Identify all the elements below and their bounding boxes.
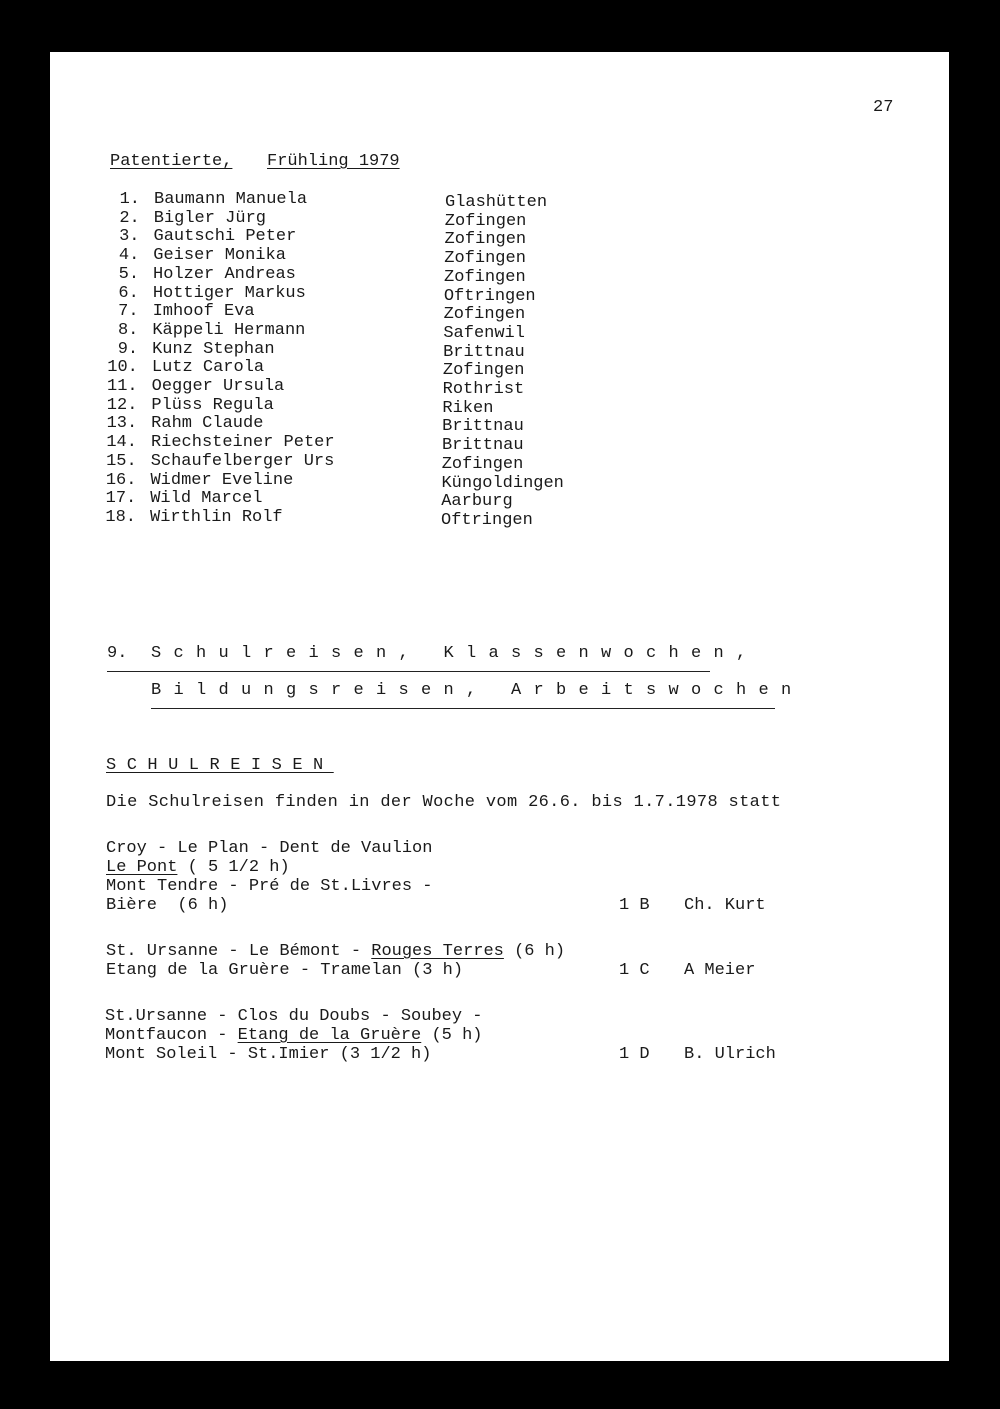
patent-list-name: Gautschi Peter <box>153 227 297 247</box>
section-title-rule-2 <box>151 708 775 709</box>
patent-list-number: 16. <box>105 470 137 490</box>
patent-list-number: 10. <box>107 358 138 378</box>
patent-list-name: Bigler Jürg <box>153 208 266 228</box>
patent-list-name: Lutz Carola <box>151 358 265 378</box>
trip3-class: 1 D <box>619 1045 650 1064</box>
patent-list-name: Holzer Andreas <box>153 264 296 284</box>
trip1-class: 1 B <box>619 896 650 915</box>
trip1-route-line4: Bière (6 h) <box>106 896 229 915</box>
trip3-teacher: B. Ulrich <box>684 1045 776 1064</box>
patent-list-name: Plüss Regula <box>151 395 274 415</box>
patent-list-place: Zofingen <box>444 230 527 250</box>
schulreisen-intro: Die Schulreisen finden in der Woche vom 26.6. bis 1.7.1978 statt <box>106 793 782 812</box>
patent-list-place: Glashütten <box>445 193 548 212</box>
patent-list-number: 5. <box>118 264 140 284</box>
section-title-rule-1 <box>107 671 710 672</box>
patent-list-name: Baumann Manuela <box>154 190 308 209</box>
patent-list-number: 14. <box>106 433 137 453</box>
patent-list-name: Oegger Ursula <box>151 377 285 396</box>
patent-list-number: 9. <box>117 339 139 359</box>
patent-list-place: Oftringen <box>443 286 536 306</box>
trip3-route-line3: Mont Soleil - St.Imier (3 1/2 h) <box>105 1045 432 1064</box>
patent-list-name: Käppeli Hermann <box>152 320 306 340</box>
patent-heading-part1: Patentierte, <box>110 152 233 171</box>
schulreisen-heading: SCHULREISEN <box>106 756 334 775</box>
patent-list-place: Riken <box>442 398 494 418</box>
patent-list-number: 15. <box>106 451 137 471</box>
patent-list-name: Geiser Monika <box>153 246 286 266</box>
patent-list-number: 12. <box>106 395 138 415</box>
trip3-route-start: Montfaucon - <box>105 1026 238 1045</box>
trip1-route-line2 <box>106 858 290 877</box>
page-number: 27 <box>873 98 894 117</box>
patent-heading-part2: Frühling 1979 <box>267 152 400 171</box>
patent-list-place: Rothrist <box>442 380 525 399</box>
trip1-underlined-place: Le Pont <box>106 858 178 877</box>
trip3-route-line2 <box>105 1026 482 1045</box>
patent-list-name: Schaufelberger Urs <box>150 451 335 471</box>
patent-list-place: Zofingen <box>442 361 525 381</box>
patent-list-name: Wild Marcel <box>150 489 263 509</box>
patent-list-number: 11. <box>107 377 138 396</box>
patent-list-number: 4. <box>118 246 140 266</box>
trip2-route-line2: Etang de la Gruère - Tramelan (3 h) <box>106 961 464 980</box>
patent-list-number: 1. <box>119 190 140 209</box>
patent-list-place: Brittnau <box>443 342 525 362</box>
trip2-route-start: St. Ursanne - Le Bémont - <box>106 942 372 961</box>
trip1-duration: ( 5 1/2 h) <box>177 858 290 877</box>
patent-list-place: Aarburg <box>441 492 513 512</box>
trip1-route-line3: Mont Tendre - Pré de St.Livres - <box>106 877 433 896</box>
patent-list-number: 7. <box>118 302 139 322</box>
patent-list-number: 2. <box>119 208 140 228</box>
patent-list-number: 13. <box>106 414 138 434</box>
patent-list-place: Zofingen <box>443 305 526 325</box>
patent-list-number: 3. <box>119 227 140 247</box>
trip3-route-line1: St.Ursanne - Clos du Doubs - Soubey - <box>105 1007 483 1026</box>
patent-list-place: Küngoldingen <box>441 473 564 493</box>
patent-list-place: Safenwil <box>443 323 525 343</box>
patent-list-place: Zofingen <box>441 454 524 474</box>
patent-list-place: Zofingen <box>444 249 526 269</box>
trip2-duration: (6 h) <box>503 942 566 961</box>
patent-list-place: Oftringen <box>441 510 533 530</box>
section-title-line1: Schulreisen, Klassenwochen, <box>151 644 759 663</box>
section-title-line2: Bildungsreisen, Arbeitswochen <box>151 681 804 700</box>
patent-list-number: 17. <box>105 489 137 509</box>
patent-list-name: Kunz Stephan <box>152 339 275 359</box>
patent-list-name: Widmer Eveline <box>150 470 294 490</box>
patent-list-name: Hottiger Markus <box>152 283 306 303</box>
trip2-teacher: A Meier <box>684 961 756 980</box>
patent-list-number: 6. <box>118 283 139 303</box>
patent-list-place: Zofingen <box>444 267 526 287</box>
patent-list-number: 8. <box>117 320 139 340</box>
patent-list-place: Zofingen <box>444 211 527 231</box>
patent-list-name: Imhoof Eva <box>152 302 255 322</box>
trip1-route-line1: Croy - Le Plan - Dent de Vaulion <box>106 839 433 858</box>
patent-list-name: Wirthlin Rolf <box>150 507 283 527</box>
patent-list-place: Brittnau <box>442 417 524 437</box>
trip3-underlined-place: Etang de la Gruère <box>237 1026 422 1045</box>
patent-list-number: 18. <box>105 507 136 527</box>
trip2-class: 1 C <box>619 961 650 980</box>
section-number: 9. <box>107 644 128 663</box>
trip1-teacher: Ch. Kurt <box>684 896 766 915</box>
patent-list-name: Rahm Claude <box>151 414 264 434</box>
patent-list-place: Brittnau <box>441 436 524 456</box>
patent-list-name: Riechsteiner Peter <box>150 433 335 453</box>
trip3-duration: (5 h) <box>421 1026 483 1045</box>
trip2-route-line1 <box>106 942 565 961</box>
trip2-underlined-place: Rouges Terres <box>371 942 504 961</box>
